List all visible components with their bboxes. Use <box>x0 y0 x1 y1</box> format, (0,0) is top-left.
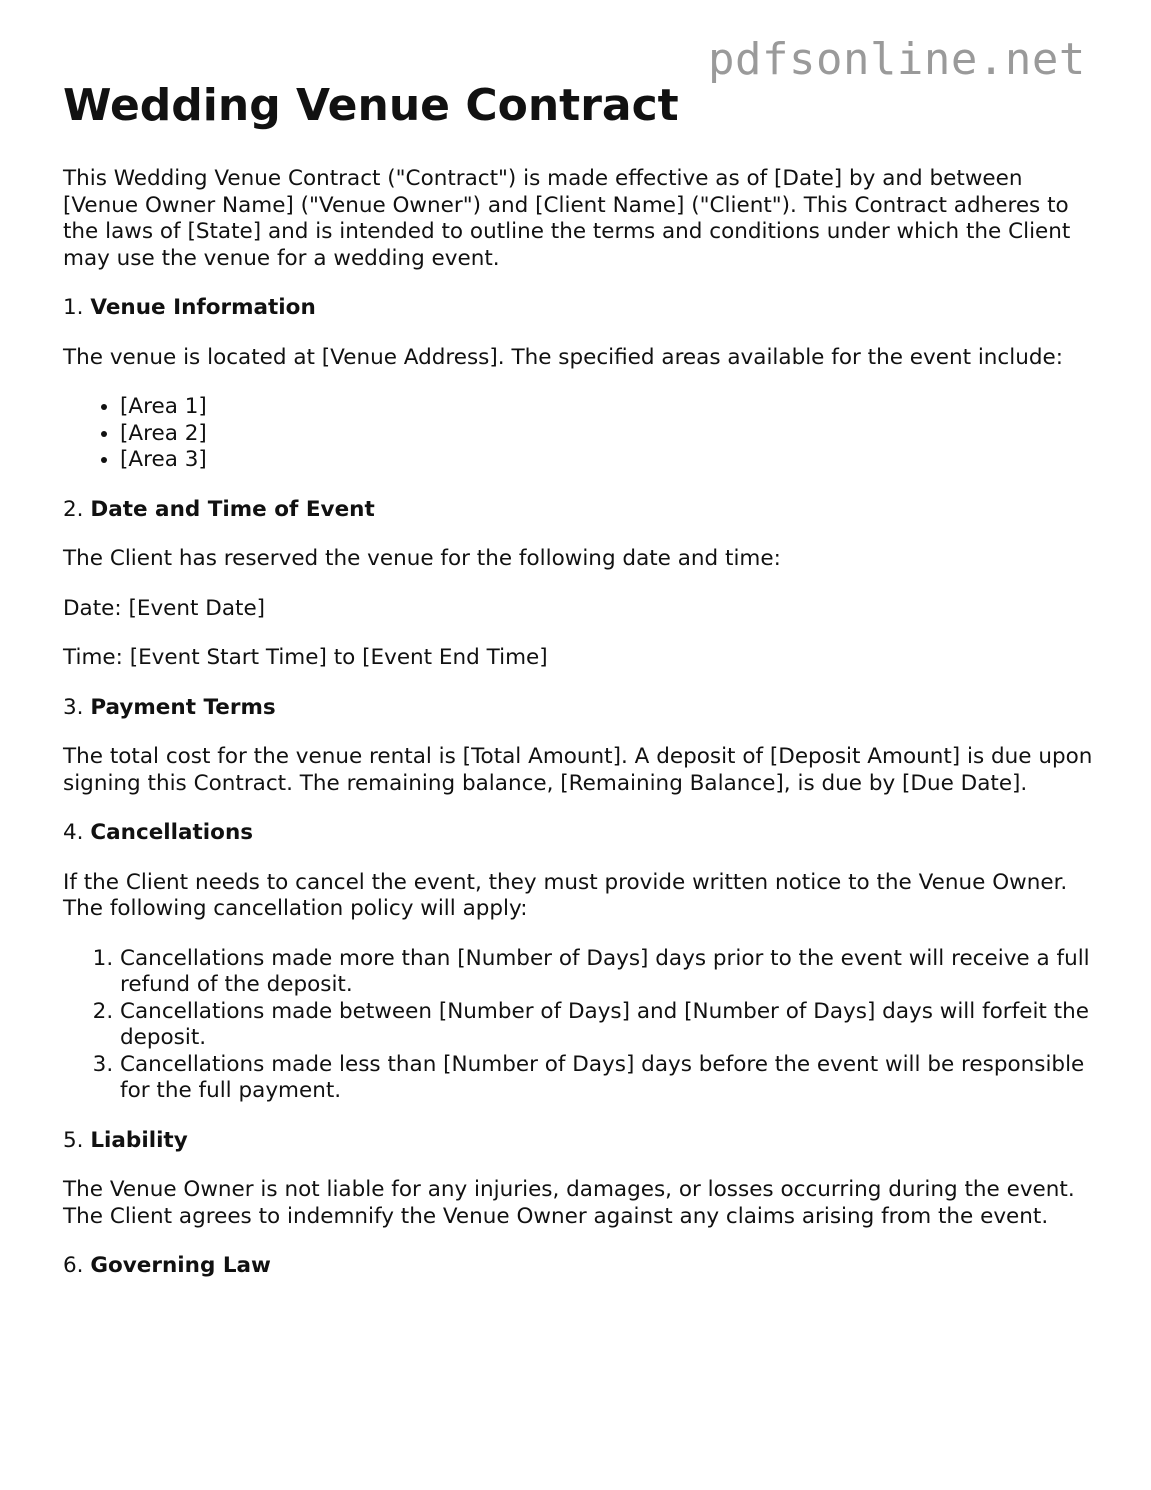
cancellations-text: If the Client needs to cancel the event, they must provide written notice to the Venue Owner. The following cancellation policy will apply: <box>63 869 1068 921</box>
event-time-line: Time: [Event Start Time] to [Event End Time] <box>63 645 548 670</box>
watermark: pdfsonline.net <box>708 34 1086 85</box>
list-item: 3. Cancellations made less than [Number of Days] days before the event will be responsible for the full payment. <box>120 1052 1093 1105</box>
venue-areas-list <box>63 394 1093 474</box>
event-date-line: Date: [Event Date] <box>63 595 266 621</box>
liability-text: The Venue Owner is not liable for any injuries, damages, or losses occurring during the event. The Client agrees to indemnify the Venue Owner against any claims arising from the event. <box>63 1177 1075 1229</box>
list-item: 1. Cancellations made more than [Number of Days] days prior to the event will receive a full refund of the deposit. <box>120 946 1093 999</box>
section-title: Venue Information <box>90 295 316 320</box>
list-item: • [Area 2] <box>120 421 1093 448</box>
section-heading-cancellations <box>63 820 1093 847</box>
section-heading-governing-law <box>63 1253 1093 1280</box>
section-heading-date-time <box>63 497 1093 524</box>
document-title: Wedding Venue Contract <box>63 80 679 131</box>
list-item: 2. Cancellations made between [Number of Days] and [Number of Days] days will forfeit the deposit. <box>120 999 1093 1052</box>
payment-terms-text: The total cost for the venue rental is [Total Amount]. A deposit of [Deposit Amount] is due upon signing this Contract. The remaining balance, [Remaining Balance], is due by [Due Date]. <box>63 744 1093 796</box>
section-title: Governing Law <box>90 1253 271 1278</box>
section-number: 6. <box>63 1253 84 1278</box>
section-number: 3. <box>63 694 84 720</box>
intro-paragraph: This Wedding Venue Contract ("Contract") is made effective as of [Date] by and between [Venue Owner Name] ("Venue Owner") and [Client Name] ("Client"). This Contract adheres to the laws of [State] and is intended to outline the terms and conditions under which the Client may use the venue for a wedding event. <box>63 166 1071 271</box>
section-number: 4. <box>63 820 84 845</box>
list-item: • [Area 3] <box>120 447 1093 474</box>
section-title: Liability <box>90 1127 188 1153</box>
section-title: Payment Terms <box>90 694 276 720</box>
section-number: 5. <box>63 1127 84 1153</box>
section-heading-payment-terms <box>63 695 1093 722</box>
section-title: Date and Time of Event <box>90 496 375 522</box>
section-heading-venue-information <box>63 295 1093 322</box>
cancellation-policy-list <box>63 946 1093 1105</box>
date-time-text: The Client has reserved the venue for the following date and time: <box>63 546 781 571</box>
document-body <box>63 166 1093 1303</box>
section-heading-liability <box>63 1128 1093 1155</box>
section-number: 1. <box>63 295 84 320</box>
venue-information-text: The venue is located at [Venue Address]. The specified areas available for the event include: <box>63 344 1063 370</box>
list-item: • [Area 1] <box>120 394 1093 421</box>
section-number: 2. <box>63 496 84 522</box>
section-title: Cancellations <box>90 820 254 845</box>
